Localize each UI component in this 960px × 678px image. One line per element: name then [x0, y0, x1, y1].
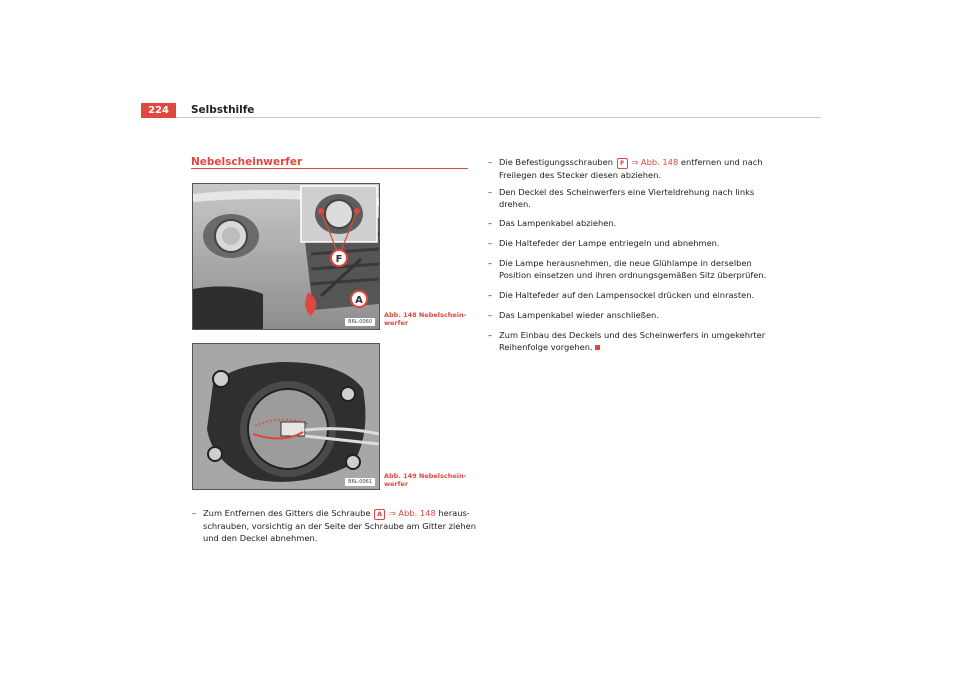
page-number: 224	[141, 103, 176, 118]
caption-line: werfer	[384, 319, 409, 327]
step-text	[488, 156, 788, 181]
section-title: Nebelscheinwerfer	[191, 156, 303, 168]
figure-148	[192, 183, 380, 330]
figure-149-caption	[384, 472, 474, 488]
figure-149	[192, 343, 380, 490]
figure-reference-link[interactable]: ⇒ Abb. 148	[628, 157, 679, 167]
fog-light-bumper-illustration	[193, 184, 379, 329]
step-text-part: Zum Einbau des Deckels und des Scheinwerfers in umgekehrter	[499, 330, 766, 340]
step-dash: –	[488, 258, 493, 268]
caption-line: Abb. 149 Nebelschein-	[384, 472, 467, 480]
figure-code: B6L-0060	[345, 318, 375, 326]
fog-light-lamp-illustration	[193, 344, 379, 489]
step-text: Das Lampenkabel wieder anschließen.	[499, 310, 659, 320]
right-step-1	[488, 156, 788, 181]
step-text	[488, 186, 788, 210]
step-text-part: Den Deckel des Scheinwerfers eine Vierteldrehung nach links	[499, 187, 755, 197]
step-text-part: Die Befestigungsschrauben	[499, 157, 616, 167]
right-step-6	[488, 289, 788, 301]
step-text-part: drehen.	[499, 199, 531, 209]
step-dash: –	[488, 310, 493, 320]
step-dash: –	[488, 218, 493, 228]
caption-line: Abb. 148 Nebelschein-	[384, 311, 467, 319]
step-dash: –	[488, 187, 493, 197]
step-dash: –	[488, 157, 493, 167]
step-dash: –	[488, 238, 493, 248]
badge-f: F	[617, 158, 628, 169]
step-text-part: schrauben, vorsichtig an der Seite der Schraube am Gitter ziehen	[203, 521, 477, 531]
right-step-4	[488, 237, 788, 249]
step-text-part: Reihenfolge vorgehen.	[499, 342, 593, 352]
step-text-part: und den Deckel abnehmen.	[203, 533, 318, 543]
caption-line: werfer	[384, 480, 409, 488]
step-text-part: Freilegen des Stecker diesen abziehen.	[499, 170, 662, 180]
section-divider	[191, 168, 468, 169]
figure-reference-link[interactable]: ⇒ Abb. 148	[386, 508, 436, 518]
step-dash: –	[488, 330, 493, 340]
step-text	[488, 257, 788, 281]
right-step-3	[488, 217, 788, 229]
left-step	[192, 507, 482, 544]
step-text-part: entfernen und nach	[678, 157, 763, 167]
step-text-part: Zum Entfernen des Gitters die Schraube	[203, 508, 374, 518]
right-step-8	[488, 329, 788, 353]
figure-148-caption	[384, 311, 474, 327]
step-dash: –	[488, 290, 493, 300]
end-of-section-icon	[595, 345, 600, 350]
step-text: Das Lampenkabel abziehen.	[499, 218, 617, 228]
figure-label-f: F	[335, 254, 343, 265]
header-divider	[176, 117, 821, 118]
step-text	[488, 329, 788, 353]
right-step-7	[488, 309, 788, 321]
badge-a: A	[374, 509, 385, 520]
step-text-part: heraus-	[435, 508, 470, 518]
step-text: Die Haltefeder der Lampe entriegeln und abnehmen.	[499, 238, 720, 248]
step-text: Die Haltefeder auf den Lampensockel drücken und einrasten.	[499, 290, 755, 300]
figure-label-a: A	[355, 295, 363, 306]
step-text	[192, 507, 482, 544]
right-step-5	[488, 257, 788, 281]
right-step-2	[488, 186, 788, 210]
step-text-part: Die Lampe herausnehmen, die neue Glühlampe in derselben	[499, 258, 752, 268]
figure-code: B6L-0061	[345, 478, 375, 486]
chapter-title: Selbsthilfe	[191, 104, 255, 116]
step-text-part: Position einsetzen und ihren ordnungsgemäßen Sitz überprüfen.	[499, 270, 767, 280]
step-dash: –	[192, 508, 197, 518]
